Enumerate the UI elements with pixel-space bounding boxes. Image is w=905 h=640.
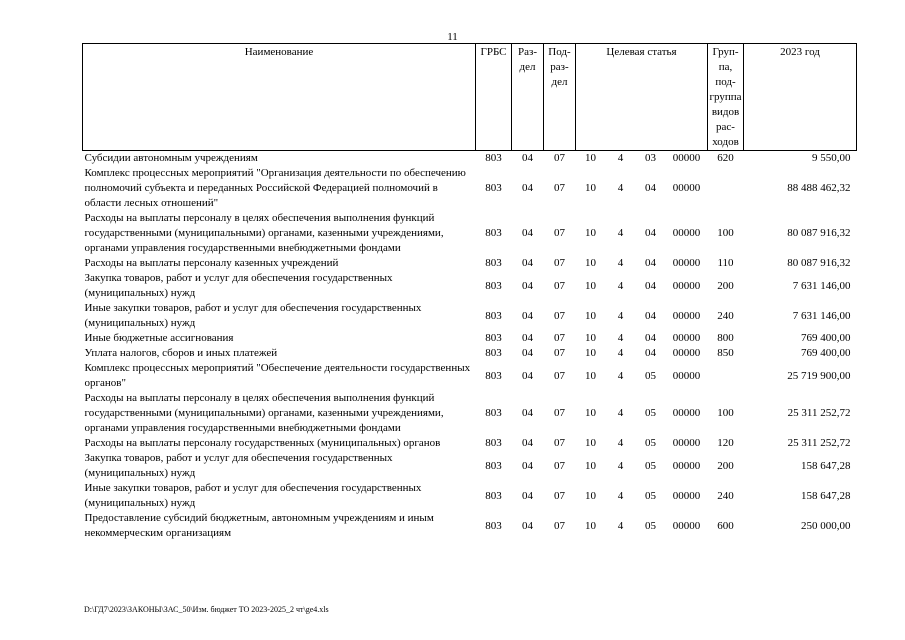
header-target-article: Целевая статья: [576, 44, 708, 151]
row-amount: 80 087 916,32: [787, 227, 851, 239]
row-expense-type: 110: [717, 257, 734, 269]
row-podrazdel: 07: [554, 279, 565, 292]
row-target-part1: 10: [585, 257, 596, 269]
table-row: [83, 391, 857, 436]
row-amount: 80 087 916,32: [787, 257, 851, 269]
row-target-part2: 4: [617, 227, 624, 239]
row-razdel: 04: [522, 407, 533, 419]
row-target-part4: 00000: [672, 309, 701, 322]
row-target-part4: 00000: [672, 407, 701, 419]
row-target-part2: 4: [617, 309, 624, 322]
row-expense-type: 620: [717, 152, 734, 164]
header-grbs: ГРБС: [476, 44, 512, 151]
row-podrazdel: 07: [554, 459, 565, 472]
row-target-part1: 10: [585, 332, 596, 344]
row-grbs: 803: [485, 152, 502, 164]
row-target-part3: 04: [645, 257, 656, 269]
row-expense-type: 850: [717, 347, 734, 359]
row-target-part1: 10: [585, 489, 596, 502]
row-target-part1: 10: [585, 309, 596, 322]
table-row: [83, 481, 857, 511]
row-target-part1: 10: [585, 459, 596, 472]
row-name: Уплата налогов, сборов и иных платежей: [84, 347, 278, 359]
row-podrazdel: 07: [554, 152, 565, 164]
row-target-part3: 05: [645, 489, 656, 502]
row-target-part2: 4: [617, 519, 624, 532]
row-grbs: 803: [485, 459, 502, 472]
row-target-part1: 10: [585, 519, 596, 532]
row-name: Комплекс процессных мероприятий "Обеспечение деятельности государственных органов": [84, 362, 471, 389]
row-target-part4: 00000: [672, 182, 701, 194]
row-target-part2: 4: [617, 332, 624, 344]
row-podrazdel: 07: [554, 227, 565, 239]
row-target-part2: 4: [617, 489, 624, 502]
row-amount: 250 000,00: [801, 519, 851, 532]
row-target-part3: 05: [645, 437, 656, 449]
table-header: [83, 44, 857, 151]
row-target-part2: 4: [617, 279, 624, 292]
row-grbs: 803: [485, 347, 502, 359]
row-target-part4: 00000: [672, 257, 701, 269]
row-target-part3: 05: [645, 407, 656, 419]
row-target-part4: 00000: [672, 279, 701, 292]
row-podrazdel: 07: [554, 437, 565, 449]
row-grbs: 803: [485, 332, 502, 344]
table-row: [83, 346, 857, 361]
row-target-part1: 10: [585, 227, 596, 239]
row-target-part1: 10: [585, 407, 596, 419]
row-target-part3: 04: [645, 309, 656, 322]
row-amount: 25 311 252,72: [787, 437, 851, 449]
row-podrazdel: 07: [554, 347, 565, 359]
row-grbs: 803: [485, 407, 502, 419]
header-podrazdel: Под-раз-дел: [544, 44, 576, 151]
row-expense-type: 240: [717, 309, 734, 322]
row-target-part2: 4: [617, 182, 624, 194]
row-target-part4: 00000: [672, 519, 701, 532]
row-target-part3: 04: [645, 332, 656, 344]
row-podrazdel: 07: [554, 369, 565, 382]
row-name: Предоставление субсидий бюджетным, автономным учреждениям и иным некоммерческим организациям: [84, 512, 434, 539]
table-row: [83, 166, 857, 211]
row-target-part2: 4: [617, 257, 624, 269]
row-razdel: 04: [522, 347, 533, 359]
row-razdel: 04: [522, 279, 533, 292]
table-row: [83, 361, 857, 391]
row-grbs: 803: [485, 489, 502, 502]
row-amount: 7 631 146,00: [792, 279, 851, 292]
row-target-part2: 4: [617, 152, 624, 164]
row-target-part2: 4: [617, 347, 624, 359]
table-row: [83, 511, 857, 541]
row-amount: 769 400,00: [801, 347, 851, 359]
row-grbs: 803: [485, 437, 502, 449]
row-target-part2: 4: [617, 437, 624, 449]
row-target-part1: 10: [585, 182, 596, 194]
row-target-part2: 4: [617, 407, 624, 419]
row-grbs: 803: [485, 279, 502, 292]
row-razdel: 04: [522, 257, 533, 269]
row-grbs: 803: [485, 182, 502, 194]
row-name: Расходы на выплаты персоналу в целях обеспечения выполнения функций государственными (муниципальными) органами, казенными учреждениями, органами управления государственными внебюджетными фондами: [84, 212, 444, 254]
row-target-part1: 10: [585, 369, 596, 382]
table-body: [83, 151, 857, 542]
row-target-part1: 10: [585, 152, 596, 164]
table-row: [83, 211, 857, 256]
row-amount: 9 550,00: [812, 152, 851, 164]
row-target-part3: 04: [645, 279, 656, 292]
table-row: [83, 256, 857, 271]
row-razdel: 04: [522, 227, 533, 239]
row-razdel: 04: [522, 152, 533, 164]
row-razdel: 04: [522, 182, 533, 194]
row-expense-type: 120: [717, 437, 734, 449]
row-amount: 88 488 462,32: [787, 182, 851, 194]
row-name: Иные бюджетные ассигнования: [84, 332, 234, 344]
row-target-part2: 4: [617, 459, 624, 472]
row-name: Расходы на выплаты персоналу казенных учреждений: [84, 257, 339, 269]
row-target-part2: 4: [617, 369, 624, 382]
row-target-part4: 00000: [672, 437, 701, 449]
row-target-part1: 10: [585, 347, 596, 359]
row-target-part3: 05: [645, 519, 656, 532]
row-razdel: 04: [522, 519, 533, 532]
footer-file-path: D:\ГД7\2023\ЗАКОНЫ\ЗАС_50\Изм. бюджет ТО 2023-2025_2 чт\ge4.xls: [84, 605, 329, 614]
row-target-part4: 00000: [672, 227, 701, 239]
row-expense-type: [708, 361, 744, 391]
row-name: Субсидии автономным учреждениям: [84, 152, 258, 164]
row-amount: 158 647,28: [801, 489, 851, 502]
row-expense-type: 800: [717, 332, 734, 344]
row-target-part4: 00000: [672, 459, 701, 472]
header-razdel: Раз-дел: [512, 44, 544, 151]
budget-table: [82, 43, 857, 541]
row-target-part1: 10: [585, 279, 596, 292]
row-target-part3: 04: [645, 227, 656, 239]
row-target-part3: 04: [645, 182, 656, 194]
row-expense-type: 100: [717, 407, 734, 419]
row-amount: 25 311 252,72: [787, 407, 851, 419]
row-amount: 769 400,00: [801, 332, 851, 344]
row-grbs: 803: [485, 369, 502, 382]
header-year: 2023 год: [744, 44, 857, 151]
table-row: [83, 271, 857, 301]
row-podrazdel: 07: [554, 309, 565, 322]
row-podrazdel: 07: [554, 182, 565, 194]
row-podrazdel: 07: [554, 332, 565, 344]
row-target-part3: 05: [645, 459, 656, 472]
table-row: [83, 331, 857, 346]
table-row: [83, 451, 857, 481]
row-grbs: 803: [485, 257, 502, 269]
row-target-part4: 00000: [672, 369, 701, 382]
row-name: Иные закупки товаров, работ и услуг для обеспечения государственных (муниципальных) нужд: [84, 302, 422, 329]
row-target-part4: 00000: [672, 332, 701, 344]
row-target-part4: 00000: [672, 152, 701, 164]
row-expense-type: 200: [717, 279, 734, 292]
row-target-part4: 00000: [672, 347, 701, 359]
row-expense-type: 200: [717, 459, 734, 472]
row-podrazdel: 07: [554, 519, 565, 532]
row-amount: 7 631 146,00: [792, 309, 851, 322]
header-expense-type: Груп-па, под-группа видов рас-ходов: [708, 44, 744, 151]
row-name: Закупка товаров, работ и услуг для обеспечения государственных (муниципальных) нужд: [84, 452, 393, 479]
row-podrazdel: 07: [554, 257, 565, 269]
row-expense-type: 240: [717, 489, 734, 502]
header-name: Наименование: [83, 44, 476, 151]
row-amount: 158 647,28: [801, 459, 851, 472]
row-name: Иные закупки товаров, работ и услуг для обеспечения государственных (муниципальных) нужд: [84, 482, 422, 509]
row-grbs: 803: [485, 519, 502, 532]
table-row: [83, 301, 857, 331]
row-target-part3: 03: [645, 152, 656, 164]
row-podrazdel: 07: [554, 407, 565, 419]
row-target-part4: 00000: [672, 489, 701, 502]
row-razdel: 04: [522, 309, 533, 322]
row-razdel: 04: [522, 437, 533, 449]
row-target-part3: 05: [645, 369, 656, 382]
row-grbs: 803: [485, 227, 502, 239]
table-row: [83, 151, 857, 167]
row-razdel: 04: [522, 332, 533, 344]
row-razdel: 04: [522, 369, 533, 382]
row-name: Комплекс процессных мероприятий "Организация деятельности по обеспечению полномочий субъекта и переданных Российской Федерацией полномочий в области лесных отношений": [84, 167, 466, 209]
row-razdel: 04: [522, 459, 533, 472]
row-amount: 25 719 900,00: [787, 369, 851, 382]
row-target-part3: 04: [645, 347, 656, 359]
row-name: Расходы на выплаты персоналу в целях обеспечения выполнения функций государственными (муниципальными) органами, казенными учреждениями, органами управления государственными внебюджетными фондами: [84, 392, 444, 434]
row-expense-type: [708, 166, 744, 211]
page-number: 11: [447, 31, 458, 43]
table-row: [83, 436, 857, 451]
row-razdel: 04: [522, 489, 533, 502]
row-grbs: 803: [485, 309, 502, 322]
row-expense-type: 100: [717, 227, 734, 239]
row-target-part1: 10: [585, 437, 596, 449]
row-podrazdel: 07: [554, 489, 565, 502]
row-name: Расходы на выплаты персоналу государственных (муниципальных) органов: [84, 437, 441, 449]
row-name: Закупка товаров, работ и услуг для обеспечения государственных (муниципальных) нужд: [84, 272, 393, 299]
row-expense-type: 600: [717, 519, 734, 532]
